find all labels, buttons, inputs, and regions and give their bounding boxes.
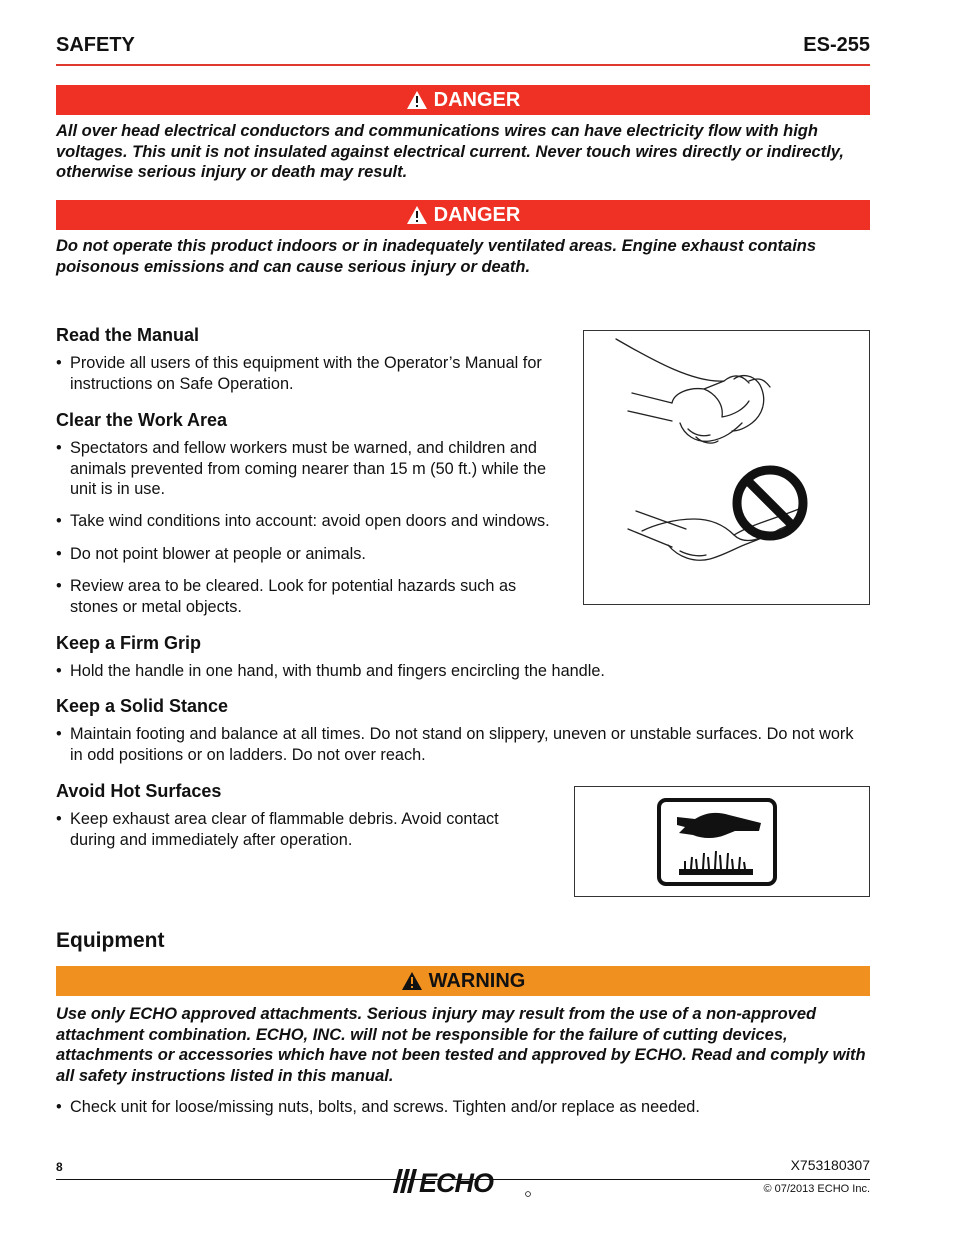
list-item: • Review area to be cleared. Look for potential hazards such as stones or metal objects. — [56, 576, 550, 617]
warning-banner — [56, 966, 870, 996]
list-item: • Take wind conditions into account: avoid open doors and windows. — [56, 511, 580, 532]
doc-number: X753180307 — [790, 1157, 870, 1173]
header-rule — [56, 64, 870, 66]
danger-text: All over head electrical conductors and communications wires can have electricity flow with high voltages. This unit is not insulated against electrical current. Never touch wires directly or indirectly, otherwise serious injury or death may result. — [56, 122, 844, 181]
list-item: • Check unit for loose/missing nuts, bolts, and screws. Tighten and/or replace as needed. — [56, 1097, 870, 1118]
warning-text: Use only ECHO approved attachments. Serious injury may result from the use of a non-approved attachment combination. ECHO, INC. will not be responsible for the failure of cutting devices, attachments or accessories which have not been tested and approved by ECHO. Read and comply with all safety instructions listed in this manual. — [56, 1005, 866, 1085]
list-item: • Provide all users of this equipment with the Operator’s Manual for instructions on Safe Operation. — [56, 353, 570, 394]
copyright: © 07/2013 ECHO Inc. — [763, 1183, 870, 1195]
danger-label: DANGER — [433, 88, 521, 111]
heading-clear-area: Clear the Work Area — [56, 410, 228, 430]
list-item: • Hold the handle in one hand, with thumb and fingers encircling the handle. — [56, 661, 850, 682]
hot-surface-icon — [575, 787, 869, 896]
list-item: • Spectators and fellow workers must be warned, and children and animals prevented from coming nearer than 15 m (50 ft.) while the unit is in use. — [56, 438, 570, 500]
echo-logo — [389, 1165, 537, 1197]
model-number: ES-255 — [803, 34, 870, 56]
heading-hot-surfaces: Avoid Hot Surfaces — [56, 781, 222, 801]
logo-text: ECHO — [419, 1168, 494, 1197]
list-item: • Keep exhaust area clear of flammable debris. Avoid contact during and immediately after operation. — [56, 809, 530, 850]
warning-label: WARNING — [428, 969, 526, 992]
section-title: SAFETY — [56, 34, 135, 56]
warning-triangle-icon — [406, 90, 428, 110]
hot-surface-figure — [574, 786, 870, 897]
heading-firm-grip: Keep a Firm Grip — [56, 633, 202, 653]
grip-prohibited-illustration — [583, 330, 870, 605]
heading-equipment: Equipment — [56, 929, 165, 952]
danger-text: Do not operate this product indoors or in inadequately ventilated areas. Engine exhaust contains poisonous emissions and can cause serious injury or death. — [56, 237, 817, 276]
danger-banner — [56, 200, 870, 230]
page-number: 8 — [56, 1160, 63, 1174]
heading-read-manual: Read the Manual — [56, 325, 200, 345]
danger-label: DANGER — [433, 203, 521, 226]
danger-banner — [56, 85, 870, 115]
list-item: • Do not point blower at people or animals. — [56, 544, 570, 565]
list-item: • Maintain footing and balance at all times. Do not stand on slippery, uneven or unstable surfaces. Do not work in odd positions or on ladders. Do not over reach. — [56, 724, 870, 765]
warning-triangle-icon — [401, 971, 423, 991]
warning-triangle-icon — [406, 205, 428, 225]
heading-solid-stance: Keep a Solid Stance — [56, 696, 229, 716]
